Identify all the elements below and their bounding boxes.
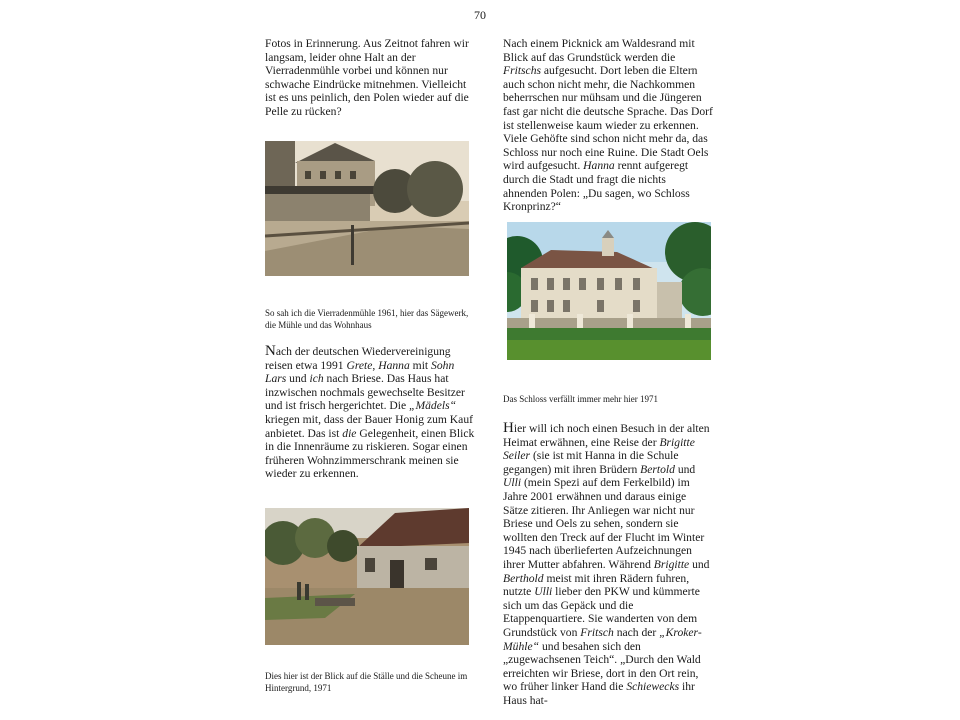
page-number: 70: [474, 8, 486, 22]
right-paragraph-1: Nach einem Picknick am Waldesrand mit Blick auf das Grundstück werden die Fritschs aufgesucht. Dort leben die Eltern auch schon nicht mehr, die Nachkommen beherrschen nur mühsam und die Jüngeren fast gar nicht die deutsche Sprache. Das Dorf ist stellenweise kaum wieder zu erkennen. Viele Gehöfte sind schon nicht mehr da, das Schloss nur noch eine Ruine. Die Stadt Oels wird aufgesucht. Hanna rennt aufgeregt durch die Stadt und fragt die nichts ahnenden Polen: „Du sagen, wo Schloss Kronprinz?“: [503, 37, 713, 214]
dropcap-h: H: [503, 420, 514, 436]
right-paragraph-2: Hier will ich noch einen Besuch in der alten Heimat erwähnen, eine Reise der Brigitte Seiler (sie ist mit Hanna in die Schule gegangen) mit ihren Brüdern Bertold und Ulli (mein Spezi auf dem Ferkelbild) im Jahre 2001 erwähnen und daraus einige Sätze zitieren. Ihr Anliegen war nicht nur Briese und Oels zu sehen, sondern sie wollten den Treck auf der Flucht im Winter 1945 nach überlieferten Aufzeichnungen ihrer Mutter abfahren. Während Brigitte und Berthold meist mit ihren Rädern fuhren, nutzte Ulli lieber den PKW und kümmerte sich um das Gepäck und die Etappenquartiere. Sie wanderten von dem Grundstück von Fritsch nach der „Kroker-Mühle“ und besahen sich den „zugewachsenen Teich“. „Durch den Wald erreichten wir Briese, dort in den Ort rein, wo früher linker Hand die Schiewecks ihr Haus hat-: [503, 420, 710, 707]
dropcap-n: N: [265, 343, 276, 359]
photo-vierradenmuehle-caption: So sah ich die Vierradenmühle 1961, hier das Sägewerk, die Mühle und das Wohnhaus: [265, 308, 469, 330]
photo-stables-caption: Dies hier ist der Blick auf die Ställe und die Scheune im Hintergrund, 1971: [265, 671, 468, 693]
left-paragraph-2: Nach der deutschen Wiedervereinigung reisen etwa 1991 Grete, Hanna mit Sohn Lars und ich nach Briese. Das Haus hat inzwischen nochmals gewechselte Besitzer und ist frisch hergerichtet. Die „Mädels“ kriegen mit, dass der Bauer Honig zum Kauf anbietet. Das ist die Gelegenheit, einen Blick in die Innenräume zu riskieren. Sogar einen früheren Wohnzimmerschrank meinen sie wieder zu erkennen.: [265, 343, 475, 481]
photo-castle: [507, 222, 711, 360]
left-column-text-top: [265, 37, 475, 119]
right-column-text-bottom: [503, 422, 713, 707]
left-column-text-middle: [265, 345, 475, 481]
photo-castle-caption: Das Schloss verfällt immer mehr hier 1971: [503, 394, 658, 404]
left-paragraph-1: Fotos in Erinnerung. Aus Zeitnot fahren wir langsam, leider ohne Halt an der Vierradenmühle vorbei und können nur schwache Eindrücke mitnehmen. Vielleicht ist es uns peinlich, den Polen wieder auf die Pelle zu rücken?: [265, 37, 469, 118]
right-column-text-top: [503, 37, 713, 214]
photo-stables: [265, 508, 469, 645]
photo-vierradenmuehle: [265, 141, 469, 276]
